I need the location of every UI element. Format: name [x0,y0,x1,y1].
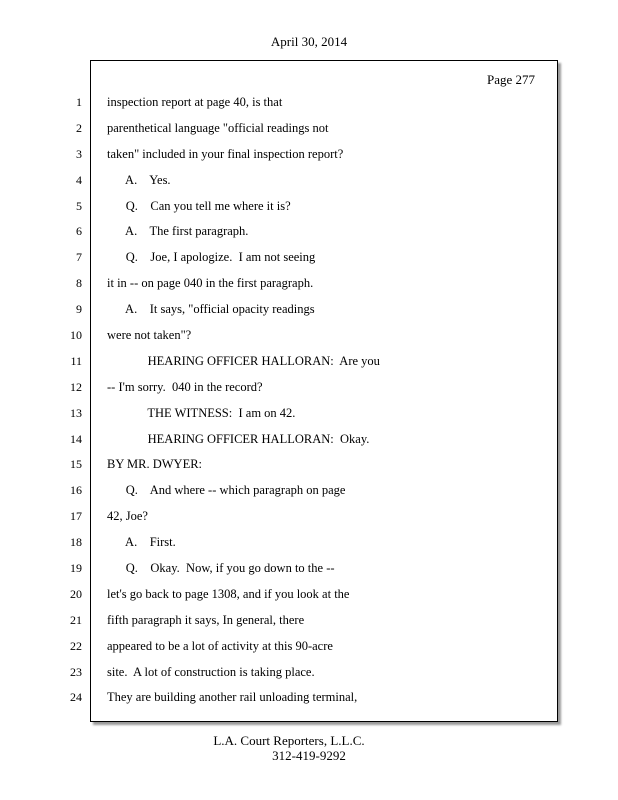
transcript-line: site. A lot of construction is taking place. [107,664,315,679]
transcript-line: 42, Joe? [107,509,148,524]
transcript-line: Q. Okay. Now, if you go down to the -- [107,561,335,576]
transcript-line: Q. Can you tell me where it is? [107,198,291,213]
transcript-line: THE WITNESS: I am on 42. [107,405,296,420]
line-number: 3 [76,146,82,161]
line-number: 23 [70,664,82,679]
transcript-line: it in -- on page 040 in the first paragraph. [107,276,314,291]
transcript-line: parenthetical language "official readings not [107,120,329,135]
line-number: 24 [70,690,82,705]
line-number: 16 [70,483,82,498]
line-number: 12 [70,379,82,394]
line-number: 18 [70,535,82,550]
transcript-line: BY MR. DWYER: [107,457,203,472]
transcript-line: appeared to be a lot of activity at this 90-acre [107,638,333,653]
transcript-line: A. First. [107,535,176,550]
line-number: 22 [70,638,82,653]
line-number: 21 [70,612,82,627]
line-number: 10 [70,328,82,343]
transcript-line: -- I'm sorry. 040 in the record? [107,379,263,394]
line-number: 19 [70,561,82,576]
transcript-line: They are building another rail unloading terminal, [107,690,358,705]
transcript-line: A. The first paragraph. [107,224,249,239]
footer-phone: 312-419-9292 [272,748,346,763]
line-number: 8 [76,276,82,291]
transcript-line: A. It says, "official opacity readings [107,302,315,317]
transcript-line: inspection report at page 40, is that [107,95,283,109]
transcript-line: HEARING OFFICER HALLORAN: Are you [107,353,380,368]
transcript-line: let's go back to page 1308, and if you look at the [107,586,350,601]
line-number: 15 [70,457,82,472]
line-number: 5 [76,198,82,213]
transcript-text [107,94,547,715]
line-number: 7 [76,250,82,265]
header-date: April 30, 2014 [270,34,348,49]
line-number: 20 [70,586,82,601]
transcript-line: Q. And where -- which paragraph on page [107,483,346,498]
transcript-line: HEARING OFFICER HALLORAN: Okay. [107,431,370,446]
line-number: 1 [76,95,82,109]
line-number: 9 [76,302,82,317]
line-number: 17 [70,509,82,524]
line-number: 2 [76,120,82,135]
footer-company: L.A. Court Reporters, L.L.C. [213,733,365,748]
line-number: 6 [76,224,82,239]
transcript-line: Q. Joe, I apologize. I am not seeing [107,250,316,265]
transcript-line: A. Yes. [107,172,171,187]
line-number: 11 [70,353,82,368]
line-number: 13 [70,405,82,420]
line-number: 4 [76,172,82,187]
transcript-line: were not taken"? [107,328,192,343]
transcript-line: taken" included in your final inspection report? [107,146,344,161]
transcript-line: fifth paragraph it says, In general, there [107,612,305,627]
line-number-column [60,94,82,715]
line-number: 14 [70,431,82,446]
page-number: Page 277 [487,72,536,87]
